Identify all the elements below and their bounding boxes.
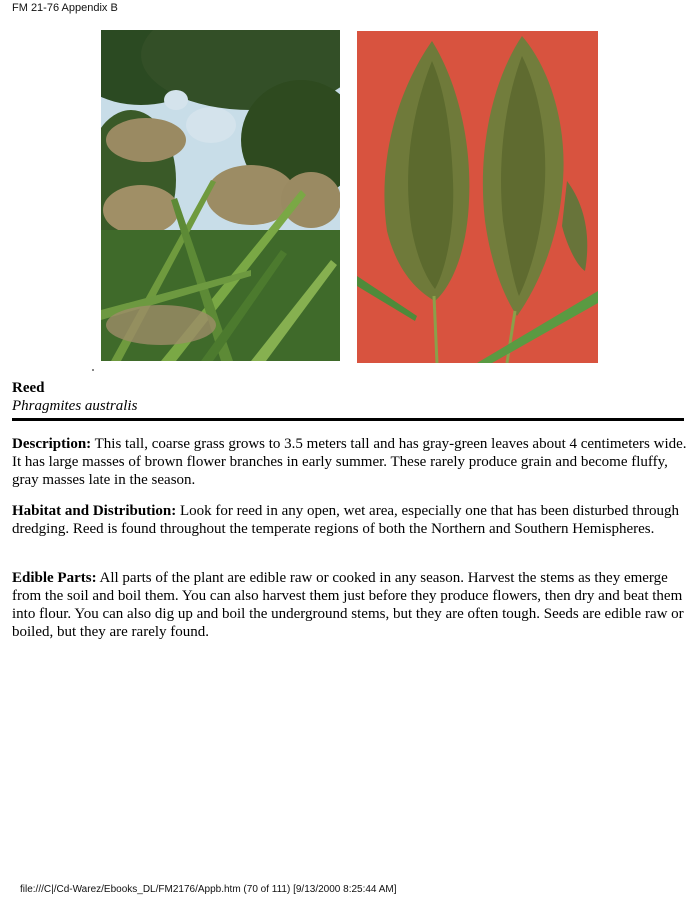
- description-label: Description:: [12, 436, 92, 452]
- habitat-section: [12, 502, 687, 538]
- edible-parts-label: Edible Parts:: [12, 570, 97, 586]
- plant-title-block: [12, 379, 137, 415]
- description-text: This tall, coarse grass grows to 3.5 meters tall and has gray-green leaves about 4 centimeters wide. It has large masses of brown flower branches in early summer. These rarely produce grain and become fluffy, gray masses late in the season.: [12, 436, 687, 488]
- description-section: [12, 435, 687, 489]
- habitat-text: Look for reed in any open, wet area, especially one that has been disturbed through dredging. Reed is found throughout the temperate regions of both the Northern and Southern Hemispheres.: [12, 503, 679, 537]
- reed-plume-photo: [357, 31, 598, 363]
- plant-scientific-name: Phragmites australis: [12, 398, 138, 414]
- reed-habitat-illustration: [101, 30, 340, 361]
- stray-dot: [92, 369, 94, 371]
- plant-common-name: Reed: [12, 380, 45, 396]
- page-header: FM 21-76 Appendix B: [12, 2, 118, 14]
- reed-plume-illustration: [357, 31, 598, 363]
- page-footer: file:///C|/Cd-Warez/Ebooks_DL/FM2176/Appb.htm (70 of 111) [9/13/2000 8:25:44 AM]: [20, 884, 397, 895]
- edible-parts-text: All parts of the plant are edible raw or cooked in any season. Harvest the stems as they emerge from the soil and boil them. You can also harvest them just before they produce flowers, then dry and beat them into flour. You can also dig up and boil the underground stems, but they are often tough. Seeds are edible raw or boiled, but they are rarely found.: [12, 570, 684, 640]
- edible-parts-section: [12, 569, 687, 641]
- reed-habitat-photo: [101, 30, 340, 361]
- title-divider: [12, 418, 684, 421]
- habitat-label: Habitat and Distribution:: [12, 503, 177, 519]
